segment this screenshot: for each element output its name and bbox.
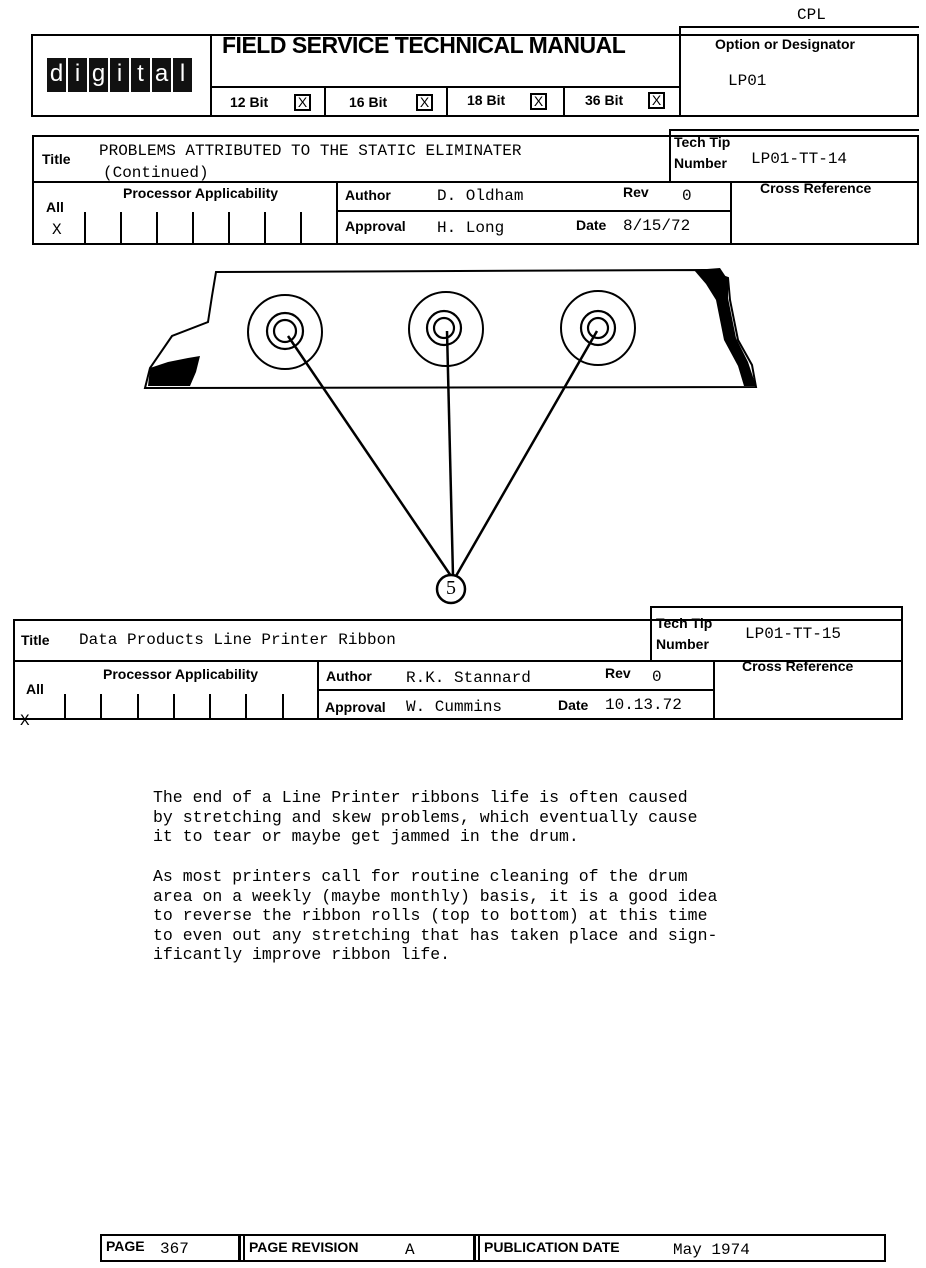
figure-drawing <box>0 0 926 620</box>
approval-value: H. Long <box>437 219 505 237</box>
bit-16-label: 16 Bit <box>349 94 388 110</box>
title-label: Title <box>42 151 71 167</box>
option-label: Option or Designator <box>715 36 855 52</box>
page-number: 367 <box>160 1240 189 1258</box>
body-line: to reverse the ribbon rolls (top to bottom) at this time <box>153 906 708 925</box>
bit-16-checkbox[interactable]: X <box>416 94 433 111</box>
tech-tip-number: LP01-TT-15 <box>745 625 842 643</box>
logo-letter: d <box>47 58 66 92</box>
bit-12-checkbox[interactable]: X <box>294 94 311 111</box>
all-mark: X <box>20 712 30 730</box>
option-value: LP01 <box>728 72 767 90</box>
author-value: D. Oldham <box>437 187 524 205</box>
bit-36-checkbox[interactable]: X <box>648 92 665 109</box>
publication-date-label: PUBLICATION DATE <box>484 1239 620 1255</box>
bit-18-checkbox[interactable]: X <box>530 93 547 110</box>
static-eliminator-figure <box>0 0 926 620</box>
title-label: Title <box>21 632 50 648</box>
publication-date-value: May 1974 <box>673 1241 750 1259</box>
eliminator-point-3 <box>561 291 635 365</box>
page-label: PAGE <box>106 1238 145 1254</box>
logo-letter: i <box>110 58 129 92</box>
bit-12-label: 12 Bit <box>230 94 269 110</box>
rev-value: 0 <box>652 668 662 686</box>
date-label: Date <box>558 697 589 713</box>
page-revision-value: A <box>405 1241 415 1259</box>
all-mark: X <box>52 221 62 239</box>
body-line: by stretching and skew problems, which eventually cause <box>153 808 698 827</box>
body-line: ificantly improve ribbon life. <box>153 945 451 964</box>
logo-letter: t <box>131 58 150 92</box>
page-code: CPL <box>797 6 826 24</box>
date-value: 10.13.72 <box>605 696 682 714</box>
tech-tip-label: Tech Tip <box>656 615 713 631</box>
cross-reference-label: Cross Reference <box>742 658 854 674</box>
number-label: Number <box>656 636 709 652</box>
logo-letter: g <box>89 58 108 92</box>
date-value: 8/15/72 <box>623 217 691 235</box>
date-label: Date <box>576 217 607 233</box>
rev-label: Rev <box>605 665 631 681</box>
page-revision-label: PAGE REVISION <box>249 1239 359 1255</box>
logo-letter: l <box>173 58 192 92</box>
body-line: area on a weekly (maybe monthly) basis, it is a good idea <box>153 887 718 906</box>
author-label: Author <box>345 187 391 203</box>
approval-value: W. Cummins <box>406 698 503 716</box>
author-value: R.K. Stannard <box>406 669 531 687</box>
tech-tip-number: LP01-TT-14 <box>751 150 848 168</box>
eliminator-point-2 <box>409 292 483 366</box>
tip-title-line-1: PROBLEMS ATTRIBUTED TO THE STATIC ELIMINATER <box>99 142 522 160</box>
rev-label: Rev <box>623 184 649 200</box>
number-label: Number <box>674 155 727 171</box>
approval-label: Approval <box>325 699 386 715</box>
logo-letter: i <box>68 58 87 92</box>
logo-letter: a <box>152 58 171 92</box>
tip-title: Data Products Line Printer Ribbon <box>79 631 396 649</box>
author-label: Author <box>326 668 372 684</box>
approval-label: Approval <box>345 218 406 234</box>
body-line: to even out any stretching that has taken place and sign- <box>153 926 718 945</box>
cross-reference-label: Cross Reference <box>760 180 872 196</box>
manual-title: FIELD SERVICE TECHNICAL MANUAL <box>222 32 626 58</box>
figure-callout: 5 <box>446 577 456 599</box>
processor-applicability-label: Processor Applicability <box>123 185 279 201</box>
rev-value: 0 <box>682 187 692 205</box>
bit-18-label: 18 Bit <box>467 92 506 108</box>
tech-tip-label: Tech Tip <box>674 134 731 150</box>
bit-36-label: 36 Bit <box>585 92 624 108</box>
body-line: As most printers call for routine cleaning of the drum <box>153 867 688 886</box>
all-label: All <box>46 199 64 215</box>
all-label: All <box>26 681 44 697</box>
tip-title-line-2: (Continued) <box>103 164 209 182</box>
body-line: The end of a Line Printer ribbons life is often caused <box>153 788 688 807</box>
body-line: it to tear or maybe get jammed in the drum. <box>153 827 579 846</box>
eliminator-point-1 <box>248 295 322 369</box>
processor-applicability-label: Processor Applicability <box>103 666 259 682</box>
